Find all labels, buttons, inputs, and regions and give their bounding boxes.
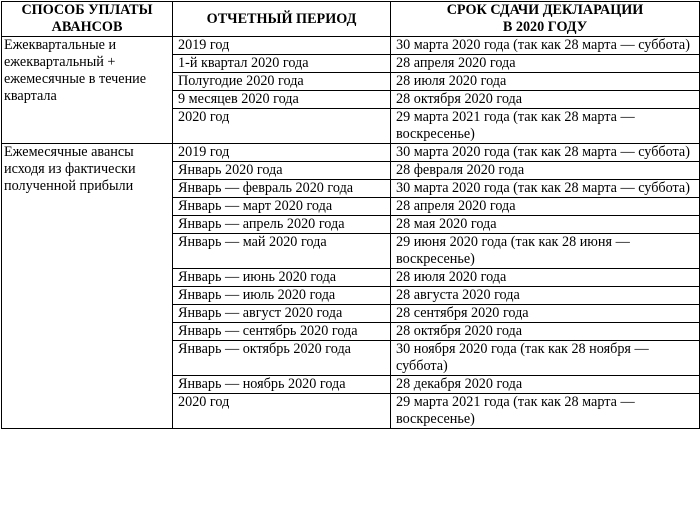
- table-row: [2, 144, 700, 162]
- header-deadline: [391, 2, 700, 37]
- deadline-cell: 30 марта 2020 года (так как 28 марта — суббота): [391, 144, 700, 162]
- deadline-cell: 30 марта 2020 года (так как 28 марта — суббота): [391, 37, 700, 55]
- reporting-period-cell: 1-й квартал 2020 года: [173, 55, 391, 73]
- header-method-line2: АВАНСОВ: [51, 19, 123, 35]
- header-method-line1: СПОСОБ УПЛАТЫ: [21, 2, 153, 18]
- payment-method-cell: Ежеквартальные и ежеквартальный + ежемесячные в течение квартала: [2, 37, 173, 144]
- header-method: [2, 2, 173, 37]
- reporting-period-cell: Январь — май 2020 года: [173, 234, 391, 269]
- header-deadline-line1: СРОК СДАЧИ ДЕКЛАРАЦИИ: [446, 2, 644, 18]
- reporting-period-cell: 2020 год: [173, 394, 391, 429]
- reporting-period-cell: Январь — июль 2020 года: [173, 287, 391, 305]
- table-row: [2, 37, 700, 55]
- deadline-cell: 28 апреля 2020 года: [391, 55, 700, 73]
- deadline-cell: 28 июля 2020 года: [391, 73, 700, 91]
- deadline-cell: 28 мая 2020 года: [391, 216, 700, 234]
- payment-method-cell: Ежемесячные авансы исходя из фактически полученной прибыли: [2, 144, 173, 429]
- deadline-cell: 28 октября 2020 года: [391, 323, 700, 341]
- deadline-cell: 30 ноября 2020 года (так как 28 ноября — суббота): [391, 341, 700, 376]
- reporting-period-cell: 2020 год: [173, 109, 391, 144]
- deadline-cell: 28 августа 2020 года: [391, 287, 700, 305]
- deadline-cell: 29 марта 2021 года (так как 28 марта — воскресенье): [391, 394, 700, 429]
- reporting-period-cell: 9 месяцев 2020 года: [173, 91, 391, 109]
- deadline-cell: 29 июня 2020 года (так как 28 июня — воскресенье): [391, 234, 700, 269]
- reporting-period-cell: Январь — ноябрь 2020 года: [173, 376, 391, 394]
- reporting-period-cell: Полугодие 2020 года: [173, 73, 391, 91]
- deadline-cell: 28 октября 2020 года: [391, 91, 700, 109]
- reporting-period-cell: Январь — апрель 2020 года: [173, 216, 391, 234]
- reporting-period-cell: Январь — сентябрь 2020 года: [173, 323, 391, 341]
- table-body: [2, 37, 700, 429]
- reporting-period-cell: 2019 год: [173, 144, 391, 162]
- reporting-period-cell: Январь — март 2020 года: [173, 198, 391, 216]
- deadline-cell: 28 сентября 2020 года: [391, 305, 700, 323]
- deadline-cell: 28 апреля 2020 года: [391, 198, 700, 216]
- declaration-deadlines-table: [1, 1, 700, 429]
- reporting-period-cell: Январь — июнь 2020 года: [173, 269, 391, 287]
- deadline-cell: 28 июля 2020 года: [391, 269, 700, 287]
- deadline-cell: 28 февраля 2020 года: [391, 162, 700, 180]
- reporting-period-cell: 2019 год: [173, 37, 391, 55]
- deadline-cell: 30 марта 2020 года (так как 28 марта — суббота): [391, 180, 700, 198]
- header-deadline-line2: В 2020 ГОДУ: [502, 19, 588, 35]
- reporting-period-cell: Январь — февраль 2020 года: [173, 180, 391, 198]
- header-row: [2, 2, 700, 37]
- reporting-period-cell: Январь — август 2020 года: [173, 305, 391, 323]
- deadline-cell: 28 декабря 2020 года: [391, 376, 700, 394]
- header-period: ОТЧЕТНЫЙ ПЕРИОД: [173, 2, 391, 37]
- reporting-period-cell: Январь — октябрь 2020 года: [173, 341, 391, 376]
- deadline-cell: 29 марта 2021 года (так как 28 марта — воскресенье): [391, 109, 700, 144]
- reporting-period-cell: Январь 2020 года: [173, 162, 391, 180]
